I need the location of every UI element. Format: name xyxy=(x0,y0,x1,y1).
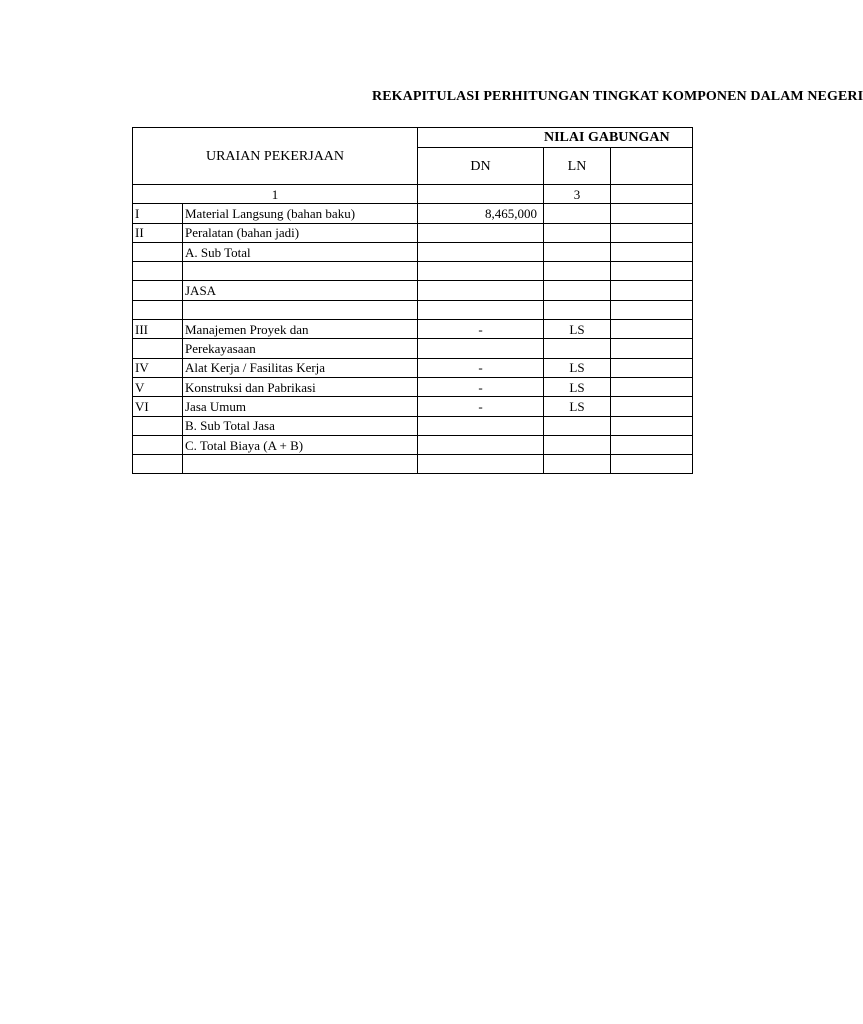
row-extra xyxy=(611,300,693,319)
row-ln-value xyxy=(544,339,611,358)
row-ln-value xyxy=(544,204,611,223)
row-description: Perekayasaan xyxy=(183,339,418,358)
document-title: REKAPITULASI PERHITUNGAN TINGKAT KOMPONEN DALAM NEGERI xyxy=(372,89,863,104)
row-ln-value: LS xyxy=(544,358,611,377)
row-number xyxy=(133,455,183,474)
row-dn-value: - xyxy=(418,377,544,396)
table-row xyxy=(133,416,693,435)
table-row xyxy=(133,320,693,339)
table-row xyxy=(133,223,693,242)
header-uraian: URAIAN PEKERJAAN xyxy=(133,128,418,185)
row-dn-value xyxy=(418,300,544,319)
header-row-top xyxy=(133,128,693,148)
row-dn-value xyxy=(418,242,544,261)
table-row xyxy=(133,300,693,319)
row-dn-value xyxy=(418,262,544,281)
row-dn-value xyxy=(418,339,544,358)
recap-table xyxy=(132,127,693,474)
row-number: II xyxy=(133,223,183,242)
row-extra xyxy=(611,358,693,377)
row-ln-value xyxy=(544,281,611,300)
row-description: A. Sub Total xyxy=(183,242,418,261)
row-extra xyxy=(611,242,693,261)
row-number: III xyxy=(133,320,183,339)
table-row xyxy=(133,377,693,396)
column-index-2 xyxy=(418,185,544,204)
row-description: Manajemen Proyek dan xyxy=(183,320,418,339)
row-description xyxy=(183,300,418,319)
row-description: Material Langsung (bahan baku) xyxy=(183,204,418,223)
row-extra xyxy=(611,435,693,454)
header-nilai-gabungan: NILAI GABUNGAN xyxy=(418,128,693,148)
row-ln-value xyxy=(544,455,611,474)
row-ln-value xyxy=(544,416,611,435)
row-number: V xyxy=(133,377,183,396)
row-description: B. Sub Total Jasa xyxy=(183,416,418,435)
row-number xyxy=(133,281,183,300)
column-index-1: 1 xyxy=(133,185,418,204)
header-dn: DN xyxy=(418,148,544,185)
row-number xyxy=(133,416,183,435)
row-extra xyxy=(611,281,693,300)
row-ln-value xyxy=(544,223,611,242)
column-index-row xyxy=(133,185,693,204)
table-viewport xyxy=(132,127,670,479)
table-row xyxy=(133,455,693,474)
row-number: I xyxy=(133,204,183,223)
row-extra xyxy=(611,455,693,474)
column-index-3: 3 xyxy=(544,185,611,204)
table-row xyxy=(133,339,693,358)
row-number: VI xyxy=(133,397,183,416)
row-extra xyxy=(611,416,693,435)
row-description: JASA xyxy=(183,281,418,300)
row-extra xyxy=(611,377,693,396)
row-description: Jasa Umum xyxy=(183,397,418,416)
row-dn-value xyxy=(418,281,544,300)
table-row xyxy=(133,435,693,454)
table-row xyxy=(133,358,693,377)
row-ln-value xyxy=(544,242,611,261)
row-extra xyxy=(611,397,693,416)
row-description: C. Total Biaya (A + B) xyxy=(183,435,418,454)
row-extra xyxy=(611,262,693,281)
row-dn-value: - xyxy=(418,358,544,377)
row-ln-value xyxy=(544,262,611,281)
row-extra xyxy=(611,204,693,223)
row-ln-value: LS xyxy=(544,320,611,339)
header-extra xyxy=(611,148,693,185)
row-description: Peralatan (bahan jadi) xyxy=(183,223,418,242)
row-dn-value xyxy=(418,435,544,454)
table-row xyxy=(133,262,693,281)
row-dn-value xyxy=(418,223,544,242)
row-dn-value xyxy=(418,455,544,474)
row-ln-value: LS xyxy=(544,377,611,396)
row-ln-value xyxy=(544,435,611,454)
table-row xyxy=(133,281,693,300)
row-dn-value: - xyxy=(418,320,544,339)
row-extra xyxy=(611,320,693,339)
row-description: Konstruksi dan Pabrikasi xyxy=(183,377,418,396)
row-dn-value xyxy=(418,416,544,435)
column-index-4 xyxy=(611,185,693,204)
row-ln-value xyxy=(544,300,611,319)
header-ln: LN xyxy=(544,148,611,185)
row-description xyxy=(183,262,418,281)
row-number xyxy=(133,242,183,261)
row-ln-value: LS xyxy=(544,397,611,416)
row-dn-value: 8,465,000 xyxy=(418,204,544,223)
row-number: IV xyxy=(133,358,183,377)
table-row xyxy=(133,204,693,223)
row-dn-value: - xyxy=(418,397,544,416)
row-number xyxy=(133,300,183,319)
row-number xyxy=(133,262,183,281)
row-number xyxy=(133,339,183,358)
row-extra xyxy=(611,223,693,242)
row-number xyxy=(133,435,183,454)
table-row xyxy=(133,397,693,416)
table-row xyxy=(133,242,693,261)
row-description: Alat Kerja / Fasilitas Kerja xyxy=(183,358,418,377)
row-extra xyxy=(611,339,693,358)
row-description xyxy=(183,455,418,474)
